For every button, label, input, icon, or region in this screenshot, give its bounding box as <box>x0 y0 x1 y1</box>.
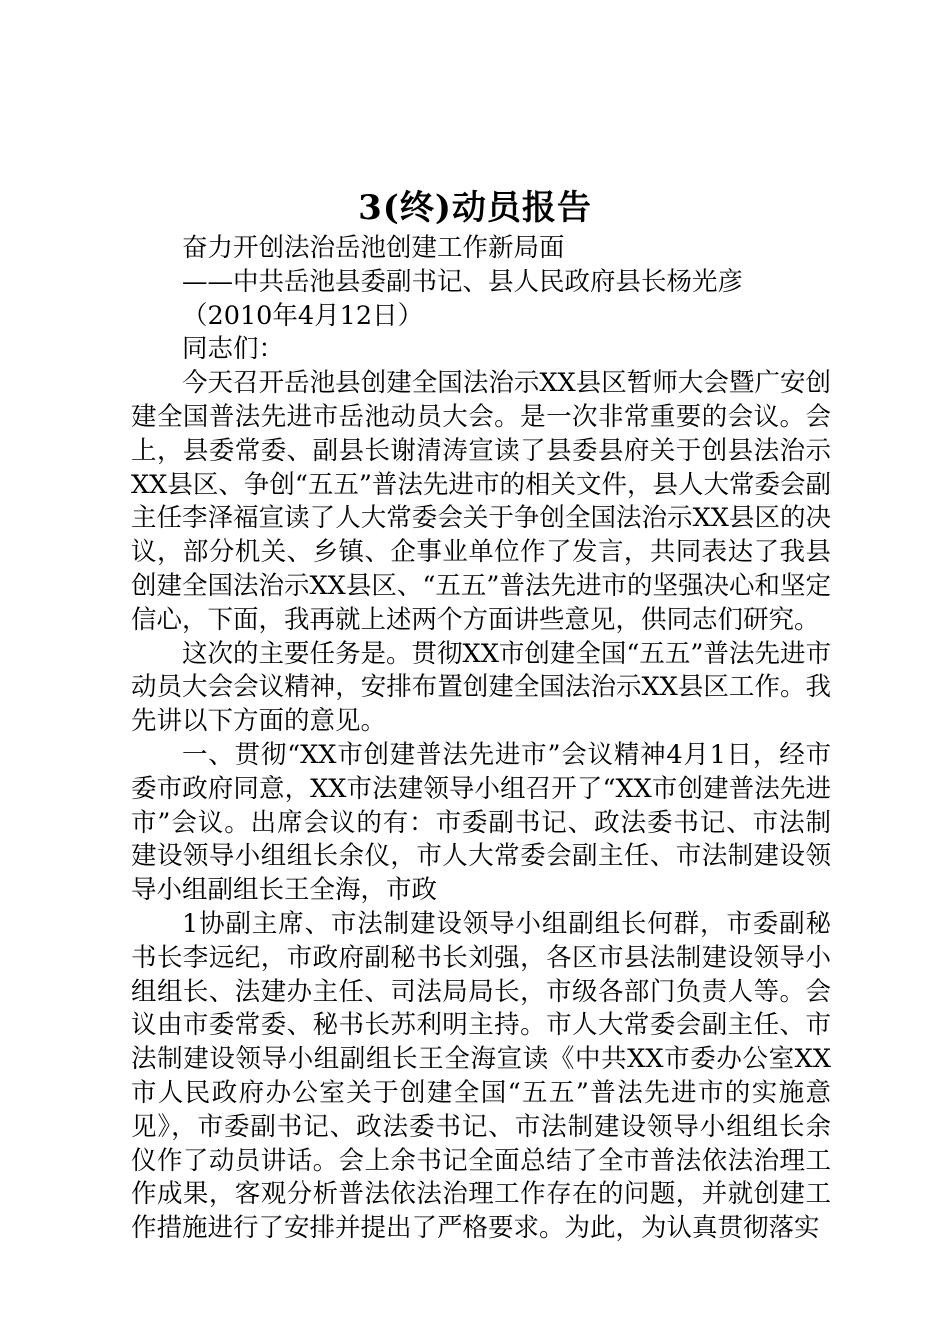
paragraph-section-one: 一、贯彻“XX市创建普法先进市”会议精神4月1日，经市委市政府同意，XX市法建领导小组召开了“XX市创建普法先进市”会议。出席会议的有：市委副书记、政法委书记、市法制建设领导小组组长余仪，市人大常委会副主任、市法制建设领导小组副组长王全海，市政 <box>131 739 831 906</box>
salutation: 同志们： <box>182 334 285 365</box>
document-title: 3(终)动员报告 <box>358 188 592 228</box>
date-line: （2010年4月12日） <box>182 300 424 331</box>
paragraph-continuation: 1协副主席、市法制建设领导小组副组长何群，市委副秘书长李远纪，市政府副秘书长刘强，各区市县法制建设领导小组组长、法建办主任、司法局局长，市级各部门负责人等。会议由市委常委、秘书长苏利明主持。市人大常委会副主任、市法制建设领导小组副组长王全海宣读《中共XX市委办公室XX市人民政府办公室关于创建全国“五五”普法先进市的实施意见》，市委副书记、政法委书记、市法制建设领导小组组长余仪作了动员讲话。会上余书记全面总结了全市普法依法治理工作成果，客观分析普法依法治理工作存在的问题，并就创建工作措施进行了安排并提出了严格要求。为此，为认真贯彻落实 <box>131 908 831 1244</box>
document-body <box>131 232 831 1246</box>
paragraph-opening: 今天召开岳池县创建全国法治示XX县区暂师大会暨广安创建全国普法先进市岳池动员大会。是一次非常重要的会议。会上，县委常委、副县长谢清涛宣读了县委县府关于创县法治示XX县区、争创“五五”普法先进市的相关文件，县人大常委会副主任李泽福宣读了人大常委会关于争创全国法治示XX县区的决议，部分机关、乡镇、企事业单位作了发言，共同表达了我县创建全国法治示XX县区、“五五”普法先进市的坚强决心和坚定信心，下面，我再就上述两个方面讲些意见，供同志们研究。 <box>131 368 831 635</box>
speaker-line: ——中共岳池县委副书记、县人民政府县长杨光彦 <box>182 266 744 297</box>
document-subtitle: 奋力开创法治岳池创建工作新局面 <box>182 233 565 263</box>
paragraph-main-task: 这次的主要任务是。贯彻XX市创建全国“五五”普法先进市动员大会会议精神，安排布置创建全国法治示XX县区工作。我先讲以下方面的意见。 <box>131 638 831 737</box>
